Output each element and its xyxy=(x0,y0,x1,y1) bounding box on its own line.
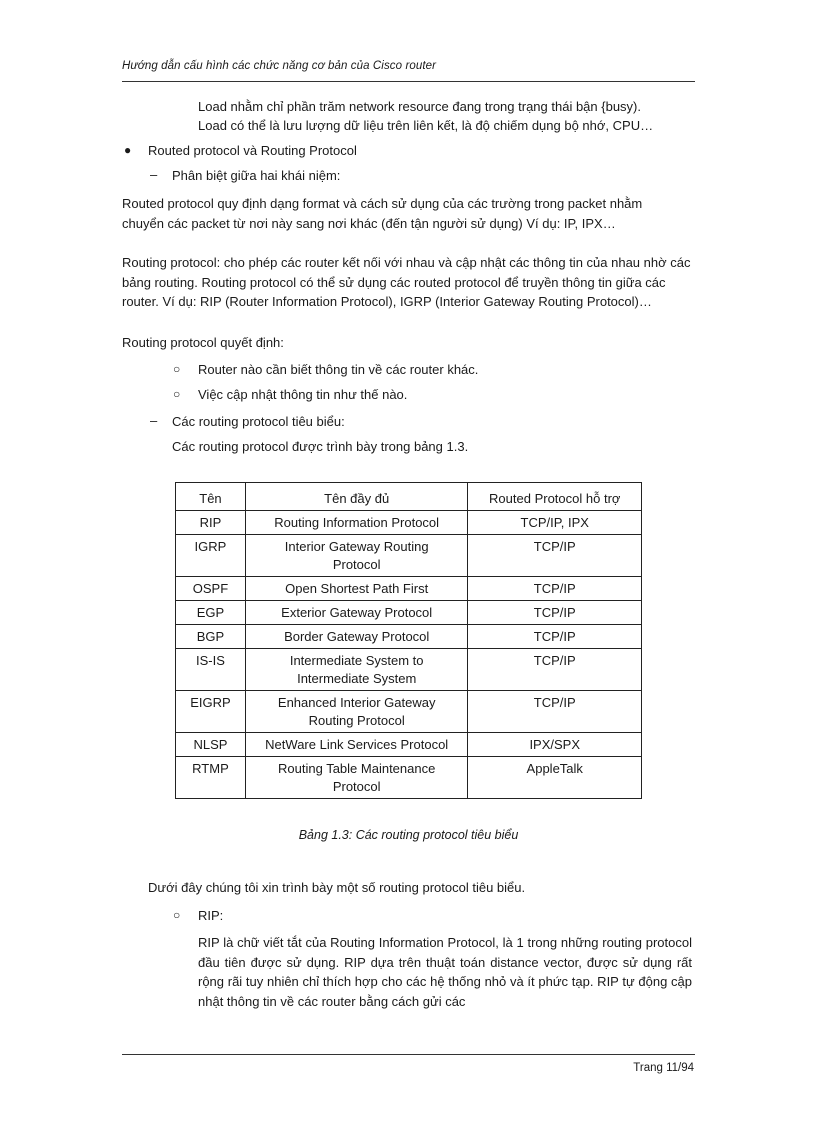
header-rule xyxy=(122,81,695,82)
column-header: Routed Protocol hỗ trợ xyxy=(468,483,642,511)
routed-protocol-paragraph: Routed protocol quy định dạng format và cách sử dụng của các trường trong packet nhằm chuyển các packet từ nơi này sang nơi khác (đến tận người sử dụng) Ví dụ: IP, IPX… xyxy=(122,196,643,231)
circle-bullet-icon: ○ xyxy=(173,362,181,376)
circle-bullet-icon: ○ xyxy=(173,908,181,922)
table-row xyxy=(176,535,642,577)
table-row xyxy=(176,601,642,625)
table-cell: TCP/IP xyxy=(468,649,642,691)
table-cell: IPX/SPX xyxy=(468,733,642,757)
page-number: Trang 11/94 xyxy=(633,1062,694,1074)
distinguish-label: Phân biệt giữa hai khái niệm: xyxy=(172,168,341,183)
decides-item: Router nào cần biết thông tin về các router khác. xyxy=(198,362,479,377)
table-cell: TCP/IP xyxy=(468,625,642,649)
table-cell: Routing Information Protocol xyxy=(245,511,468,535)
table-cell: BGP xyxy=(176,625,246,649)
typical-protocols-intro: Các routing protocol được trình bày trong bảng 1.3. xyxy=(172,439,469,454)
below-intro: Dưới đây chúng tôi xin trình bày một số routing protocol tiêu biểu. xyxy=(148,880,526,895)
table-cell: Border Gateway Protocol xyxy=(245,625,468,649)
table-cell: TCP/IP xyxy=(468,535,642,577)
dash-icon: – xyxy=(150,167,158,182)
bullet-routed-routing: Routed protocol và Routing Protocol xyxy=(148,143,357,158)
intro-line-2: Load có thể là lưu lượng dữ liệu trên liên kết, là độ chiếm dụng bộ nhớ, CPU… xyxy=(198,118,654,133)
routing-protocol-table xyxy=(175,482,642,799)
table-cell: TCP/IP, IPX xyxy=(468,511,642,535)
column-header: Tên xyxy=(176,483,246,511)
table-row xyxy=(176,733,642,757)
table-cell: Enhanced Interior Gateway Routing Protocol xyxy=(245,691,468,733)
dash-icon: – xyxy=(150,413,158,428)
table-cell: Interior Gateway Routing Protocol xyxy=(245,535,468,577)
circle-bullet-icon: ○ xyxy=(173,387,181,401)
rip-paragraph: RIP là chữ viết tắt của Routing Information Protocol, là 1 trong những routing protocol đầu tiên được sử dụng. RIP dựa trên thuật toán distance vector, được sử dụng rất rộng rãi tuy nhiên chỉ thích hợp cho các hệ thống nhỏ và ít phức tạp. RIP tự động cập nhật thông tin về các router bằng cách gửi các xyxy=(198,935,692,1009)
table-row xyxy=(176,511,642,535)
table-cell: EIGRP xyxy=(176,691,246,733)
table-row xyxy=(176,625,642,649)
table-cell: NetWare Link Services Protocol xyxy=(245,733,468,757)
table-cell: AppleTalk xyxy=(468,757,642,799)
table-cell: TCP/IP xyxy=(468,577,642,601)
routing-protocol-paragraph: Routing protocol: cho phép các router kết nối với nhau và cập nhật các thông tin của nhau nhờ các bảng routing. Routing protocol có thể sử dụng các routed protocol để truyền thông tin giữa các router. Ví dụ: RIP (Router Information Protocol), IGRP (Interior Gateway Routing Protocol)… xyxy=(122,255,691,309)
table-cell: EGP xyxy=(176,601,246,625)
table-cell: TCP/IP xyxy=(468,691,642,733)
bullet-icon: ● xyxy=(124,143,132,157)
table-cell: NLSP xyxy=(176,733,246,757)
table-cell: IGRP xyxy=(176,535,246,577)
table-cell: OSPF xyxy=(176,577,246,601)
table-row xyxy=(176,577,642,601)
table-row xyxy=(176,691,642,733)
column-header: Tên đầy đủ xyxy=(245,483,468,511)
decides-heading: Routing protocol quyết định: xyxy=(122,335,284,350)
rip-label: RIP: xyxy=(198,908,224,923)
table-cell: Open Shortest Path First xyxy=(245,577,468,601)
table-cell: Intermediate System to Intermediate System xyxy=(245,649,468,691)
table-row xyxy=(176,757,642,799)
table-cell: Exterior Gateway Protocol xyxy=(245,601,468,625)
table-cell: RIP xyxy=(176,511,246,535)
table-caption: Bảng 1.3: Các routing protocol tiêu biểu xyxy=(298,828,519,842)
page-header-title: Hướng dẫn cấu hình các chức năng cơ bản của Cisco router xyxy=(122,60,437,72)
table-row xyxy=(176,649,642,691)
decides-item: Việc cập nhật thông tin như thế nào. xyxy=(198,387,408,402)
footer-rule xyxy=(122,1054,695,1055)
table-cell: TCP/IP xyxy=(468,601,642,625)
typical-protocols-label: Các routing protocol tiêu biểu: xyxy=(172,414,345,429)
table-header-row xyxy=(176,483,642,511)
table-cell: Routing Table Maintenance Protocol xyxy=(245,757,468,799)
table-cell: RTMP xyxy=(176,757,246,799)
intro-line-1: Load nhằm chỉ phần trăm network resource đang trong trạng thái bận {busy). xyxy=(198,99,641,114)
table-cell: IS-IS xyxy=(176,649,246,691)
